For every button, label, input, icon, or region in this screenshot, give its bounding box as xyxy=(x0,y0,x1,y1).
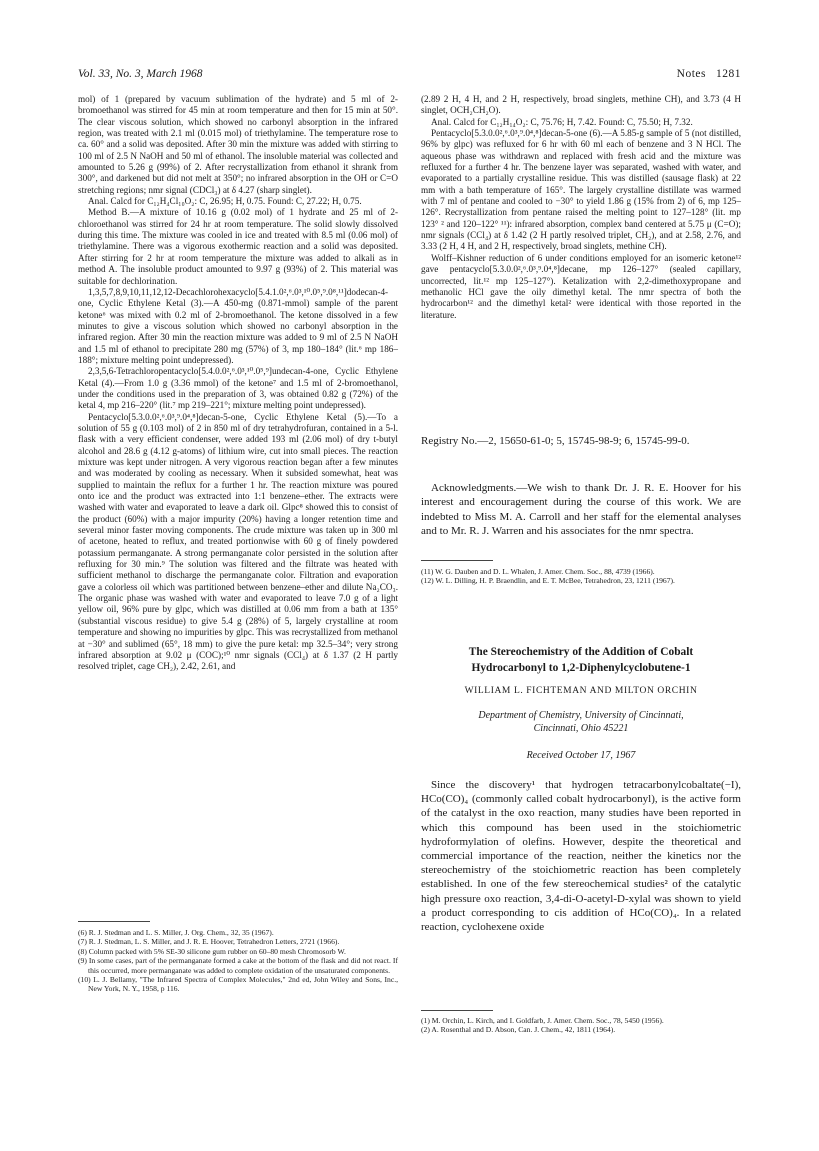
paragraph: mol) of 1 (prepared by vacuum sublimation of the hydrate) and 5 ml of 2-bromoethanol was stirred for 45 min at room temperature and then for 15 min at 50°. The clear viscous solution, which showed no carbonyl absorption in the infrared region, was treated with 2.1 ml (0.015 mol) of triethylamine. The temperature rose to ca. 60° and a solid was deposited. After 30 min the mixture was added with stirring to 100 ml of 2.5 N NaOH and 50 ml of ethanol. The insoluble material was collected and amounted to 5.26 g (99%) of 2. After recrystallization from ethanol it shrank from 300°, and darkened but did not melt at 350°; no infrared absorption in the OH or C=O stretching regions; nmr signal (CDCl₃) at δ 4.27 (sharp singlet). xyxy=(78,94,398,195)
footnote: (10) L. J. Bellamy, "The Infrared Spectra of Complex Molecules," 2nd ed, John Wiley and Sons, Inc., New York, N. Y., 1958, p 116. xyxy=(78,975,398,994)
left-footnotes xyxy=(78,928,398,994)
paragraph: 1,3,5,7,8,9,10,11,12,12-Decachlorohexacyclo[5.4.1.0²,⁶.0³,¹⁰.0⁵,⁹.0⁸,¹¹]dodecan-4-one, Cyclic Ethylene Ketal (3).—A 450-mg (0.871-mmol) sample of the parent ketone⁶ was mixed with 0.2 ml of 2-bromoethanol. The ketone dissolved in a few minutes to give a viscous solution which showed no carbonyl absorption in the infrared region. After 30 min the reaction mixture was added to 9 ml of 2.5 N NaOH and 1.5 ml of ethanol to precipitate 280 mg (57%) of 3, mp 180–184° (lit.⁶ mp 186–188°; mixture melting point undepressed). xyxy=(78,286,398,365)
affiliation-line: Cincinnati, Ohio 45221 xyxy=(533,722,629,734)
paragraph: 2,3,5,6-Tetrachloropentacyclo[5.4.0.0²,⁶.0³,¹⁰.0⁵,⁹]undecan-4-one, Cyclic Ethylene Ketal (4).—From 1.0 g (3.36 mmol) of the ketone⁷ and 1.5 ml of 2-bromoethanol, under the conditions used in the preparation of 3, was obtained 0.82 g (72%) of the ketal 4, mp 216–220° (lit.⁷ mp 219–221°; mixture melting point undepressed). xyxy=(78,366,398,411)
paragraph: Anal. Calcd for C₁₂H₄Cl₁₀O₂: C, 26.95; H, 0.75. Found: C, 27.22; H, 0.75. xyxy=(88,196,362,207)
footnote: (9) In some cases, part of the permanganate formed a cake at the bottom of the flask and did not react. If this occurred, more permanganate was added to complete oxidation of the unsaturated components. xyxy=(78,956,398,975)
right-footnotes-bottom xyxy=(421,1016,741,1035)
acknowledgments: Acknowledgments.—We wish to thank Dr. J. R. E. Hoover for his interest and encouragement during the course of this work. We are indebted to Miss M. A. Carroll and her staff for the elemental analyses and to Mr. R. J. Warren and his associates for the nmr spectra. xyxy=(421,482,741,537)
paragraph: Pentacyclo[5.3.0.0²,⁶.0³,⁹.0⁴,⁸]decan-5-one, Cyclic Ethylene Ketal (5).—To a solution of 55 g (0.103 mol) of 2 in 850 ml of dry tetrahydrofuran, contained in a 5-l. flask with a very efficient condenser, were added 193 ml (2.06 mol) of dry t-butyl alcohol and 28.6 g (4.12 g-atoms) of lithium wire, cut into small pieces. The reaction mixture was kept under nitrogen. A very vigorous reaction began after a few minutes and was moderated by cooling as necessary. When it subsided somewhat, heat was supplied to maintain the reflux for a further 1 hr. The reaction mixture was poured onto ice and the product was extracted into 1:1 benzene–ether. The extracts were washed with water and evaporated to leave a dark oil. Glpc⁸ showed this to consist of the product (60%) with a major impurity (20%) having a longer retention time and several minor faster moving components. The crude mixture was taken up in 300 ml of acetone, heated to reflux, and treated portionwise with 60 g of finely powdered potassium permanganate. A strong permanganate color persisted in the solution after refluxing for 30 min.⁹ The solution was filtered and the filtrate was heated with sufficient methanol to discharge the permanganate color. Filtration and evaporation gave a colorless oil which was partitioned between benzene–ether and dilute Na₂CO₃. The organic phase was washed with water and evaporated to leave 7.0 g of a light yellow oil, 96% pure by glpc, which was distilled at 0.06 mm from a bath at 135° (substantial viscous residue) to give 5.4 g (28%) of 5, largely crystalline at room temperature and showing no impurities by glpc. This was recrystallized from methanol at −30° and sublimed (65°, 18 mm) to give the pure ketal: mp 32.5–34°; very strong infrared absorption at 9.02 μ (COC);¹⁰ nmr signals (CCl₄) at δ 1.37 (2 H partly resolved triplet, cage CH₂), 2.42, 2.61, and xyxy=(78,411,398,672)
footnote-divider xyxy=(421,560,493,561)
left-column xyxy=(78,94,398,673)
footnote: (12) W. L. Dilling, H. P. Braendlin, and E. T. McBee, Tetrahedron, 23, 1211 (1967). xyxy=(421,576,675,586)
paragraph: Pentacyclo[5.3.0.0²,⁶.0³,⁹.0⁴,⁸]decan-5-one (6).—A 5.85-g sample of 5 (not distilled, 96% by glpc) was refluxed for 6 hr with 60 ml each of benzene and 3 N HCl. The aqueous phase was withdrawn and replaced with fresh acid and the mixture was refluxed for a further 4 hr. The benzene layer was separated, washed with water, and evaporated to a partially crystalline residue. This was distilled (sausage flask) at 22 mm with a bath temperature of 165°. The largely crystalline distillate was warmed with 7 ml of pentane and cooled to −30° to yield 1.86 g (15% from 2) of 6, mp 125–126°. Recrystallization from pentane raised the melting point to 127–128° (lit. mp 123° ² and 120–122° ¹¹): infrared absorption, complex band centered at 5.75 μ (C=O); nmr signals (CCl₄) at δ 1.42 (2 H partly resolved triplet, CH₂), and at 2.58, 2.76, and 3.33 (2 H, 4 H, and 2 H, respectively, broad singlets, methine CH). xyxy=(421,128,741,252)
article-title xyxy=(421,644,741,676)
registry-numbers: Registry No.—2, 15650-61-0; 5, 15745-98-9; 6, 15745-99-0. xyxy=(421,435,690,447)
paragraph: Anal. Calcd for C₁₂H₁₄O₂: C, 75.76; H, 7.42. Found: C, 75.50; H, 7.32. xyxy=(431,116,693,127)
right-column xyxy=(421,94,741,321)
title-line: The Stereochemistry of the Addition of Cobalt xyxy=(468,646,694,658)
running-header xyxy=(78,68,741,86)
section-name: Notes xyxy=(676,68,706,80)
article-body: Since the discovery¹ that hydrogen tetracarbonylcobaltate(−I), HCo(CO)₄ (commonly called cobalt hydrocarbonyl), is the active form of the catalyst in the oxo reaction, many studies have been reported in which this compound has been used in the stoichiometric hydroformylation of olefins. However, despite the theoretical and commercial importance of the reaction, neither the kinetics nor the stereochemistry of the stoichiometric reaction has been completely established. In one of the few stereochemical studies² of the catalytic high pressure oxo reaction, 3,4-di-O-acetyl-D-xylal was shown to yield a product corresponding to cis addition of HCo(CO)₄. In a related reaction, cyclohexene oxide xyxy=(421,779,741,934)
footnote: (8) Column packed with 5% SE-30 silicone gum rubber on 60–80 mesh Chromosorb W. xyxy=(78,946,346,956)
affiliation xyxy=(421,710,741,735)
footnote: (2) A. Rosenthal and D. Abson, Can. J. Chem., 42, 1811 (1964). xyxy=(421,1025,616,1035)
footnote: (6) R. J. Stedman and L. S. Miller, J. Org. Chem., 32, 35 (1967). xyxy=(78,928,274,937)
paragraph: Wolff–Kishner reduction of 6 under conditions employed for an isomeric ketone¹² gave pentacyclo[5.3.0.0²,⁶.0³,⁹.0⁴,⁸]decane, mp 126–127° (sealed capillary, uncorrected, lit.¹² mp 125–127°). Ketalization with 2,2-dimethoxypropane and methanolic HCl gave the oily dimethyl ketal. The nmr spectra of both the hydrocarbon¹² and the dimethyl ketal² were identical with those reported in the literature. xyxy=(421,252,741,320)
footnote: (7) R. J. Stedman, L. S. Miller, and J. R. E. Hoover, Tetrahedron Letters, 2721 (1966). xyxy=(78,937,340,947)
article-authors: WILLIAM L. FICHTEMAN AND MILTON ORCHIN xyxy=(464,686,698,696)
affiliation-line: Department of Chemistry, University of Cincinnati, xyxy=(478,710,684,721)
page-number: 1281 xyxy=(716,68,741,80)
journal-volume: Vol. 33, No. 3, March 1968 xyxy=(78,68,203,80)
paragraph: Method B.—A mixture of 10.16 g (0.02 mol) of 1 hydrate and 25 ml of 2-chloroethanol was stirred for 24 hr at room temperature. The solid slowly dissolved during this time. The mixture was cooled in ice and treated with 8.5 ml (0.06 mol) of triethylamine. There was a vigorous exothermic reaction and a solid was deposited. After stirring for 2 hr at room temperature the mixture was added to alkali as in method A. The insoluble product amounted to 9.97 g (93%) of 2. This material was suitable for dechlorination. xyxy=(78,207,398,286)
right-footnotes-top xyxy=(421,567,741,586)
received-date: Received October 17, 1967 xyxy=(526,750,636,761)
footnote: (11) W. G. Dauben and D. L. Whalen, J. Amer. Chem. Soc., 88, 4739 (1966). xyxy=(421,567,655,576)
footnote: (1) M. Orchin, L. Kirch, and I. Goldfarb, J. Amer. Chem. Soc., 78, 5450 (1956). xyxy=(421,1016,664,1025)
footnote-divider xyxy=(421,1010,493,1011)
paragraph: (2.89 2 H, 4 H, and 2 H, respectively, broad singlets, methine CH), and 3.73 (4 H singlet, OCH₂CH₂O). xyxy=(421,94,741,116)
header-right xyxy=(667,68,741,80)
footnote-divider xyxy=(78,921,150,922)
title-line: Hydrocarbonyl to 1,2-Diphenylcyclobutene-1 xyxy=(471,662,691,674)
